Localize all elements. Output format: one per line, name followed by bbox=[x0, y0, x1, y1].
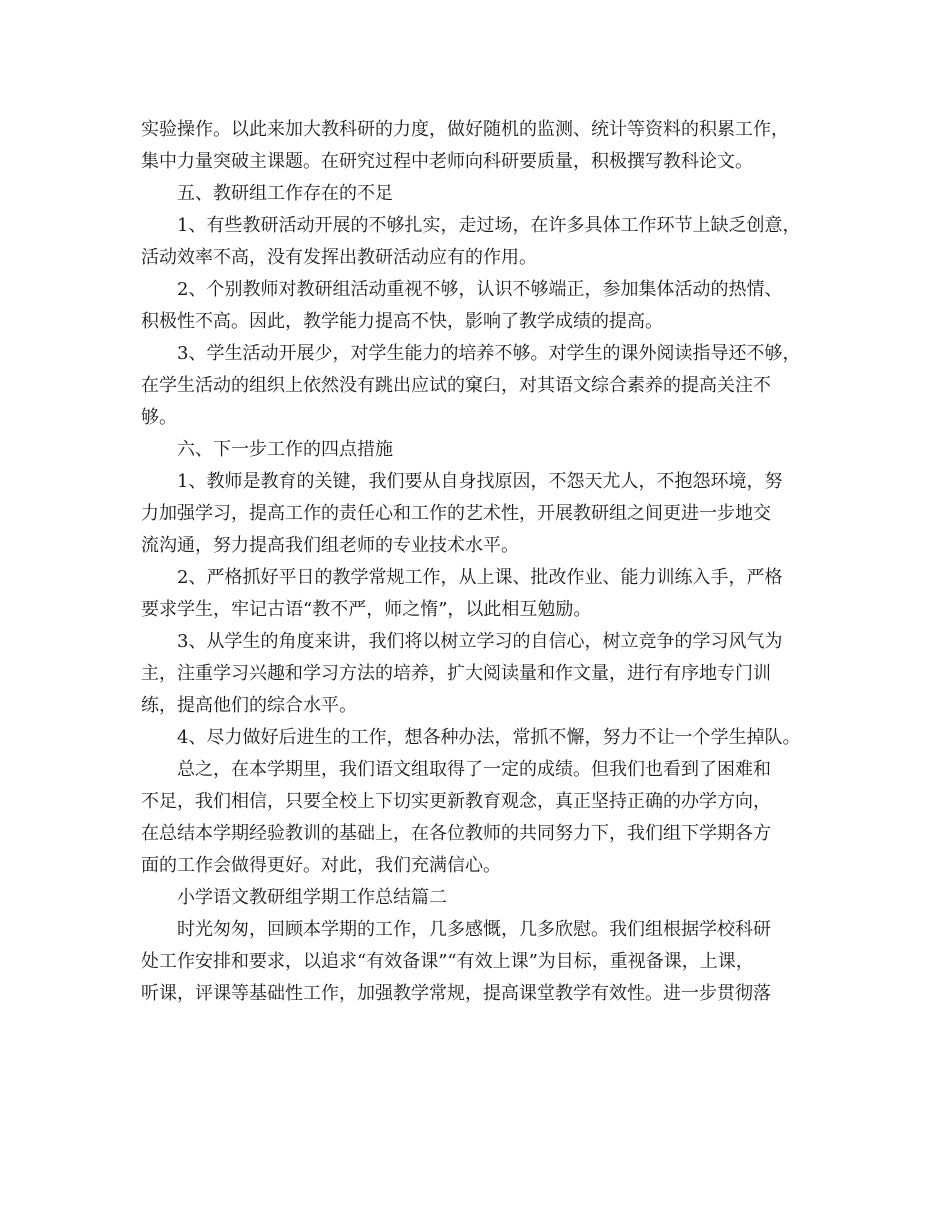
text-line: 集中力量突破主课题。在研究过程中老师向科研要质量，积极撰写教科论文。 bbox=[141, 151, 753, 172]
text-line: 听课，评课等基础性工作，加强教学常规，提高课堂教学有效性。进一步贯彻落 bbox=[141, 983, 771, 1004]
text-line: 在学生活动的组织上依然没有跳出应试的窠臼，对其语文综合素养的提高关注不 bbox=[141, 375, 771, 396]
text-line: 主，注重学习兴趣和学习方法的培养，扩大阅读量和作文量，进行有序地专门训 bbox=[141, 663, 771, 684]
text-line: 3、学生活动开展少，对学生能力的培养不够。对学生的课外阅读指导还不够， bbox=[177, 343, 801, 364]
text-line: 2、个别教师对教研组活动重视不够，认识不够端正，参加集体活动的热情、 bbox=[177, 279, 783, 300]
text-line: 流沟通，努力提高我们组老师的专业技术水平。 bbox=[141, 535, 519, 556]
text-line: 总之，在本学期里，我们语文组取得了一定的成绩。但我们也看到了困难和 bbox=[177, 759, 771, 780]
text-line: 时光匆匆，回顾本学期的工作，几多感慨，几多欣慰。我们组根据学校科研 bbox=[177, 919, 771, 940]
text-line: 处工作安排和要求，以追求“有效备课”“有效上课”为目标，重视备课，上课， bbox=[141, 951, 754, 972]
text-line: 力加强学习，提高工作的责任心和工作的艺术性，开展教研组之间更进一步地交 bbox=[141, 503, 771, 524]
text-line: 活动效率不高，没有发挥出教研活动应有的作用。 bbox=[141, 247, 537, 268]
text-line: 2、严格抓好平日的教学常规工作，从上课、批改作业、能力训练入手，严格 bbox=[177, 567, 783, 588]
section-heading: 五、教研组工作存在的不足 bbox=[177, 183, 393, 204]
section-heading: 六、下一步工作的四点措施 bbox=[177, 439, 393, 460]
text-line: 积极性不高。因此，教学能力提高不快，影响了教学成绩的提高。 bbox=[141, 311, 663, 332]
text-line: 实验操作。以此来加大教科研的力度，做好随机的监测、统计等资料的积累工作， bbox=[141, 119, 789, 140]
document-body bbox=[141, 114, 813, 1010]
text-line: 4、尽力做好后进生的工作，想各种办法，常抓不懈，努力不让一个学生掉队。 bbox=[177, 727, 801, 748]
section-heading: 小学语文教研组学期工作总结篇二 bbox=[177, 887, 447, 908]
text-line: 在总结本学期经验教训的基础上，在各位教师的共同努力下，我们组下学期各方 bbox=[141, 823, 771, 844]
text-line: 1、教师是教育的关键，我们要从自身找原因，不怨天尤人，不抱怨环境，努 bbox=[177, 471, 783, 492]
text-line: 不足，我们相信，只要全校上下切实更新教育观念，真正坚持正确的办学方向， bbox=[141, 791, 771, 812]
text-line: 面的工作会做得更好。对此，我们充满信心。 bbox=[141, 855, 501, 876]
text-line: 练，提高他们的综合水平。 bbox=[141, 695, 357, 716]
text-line: 1、有些教研活动开展的不够扎实，走过场，在许多具体工作环节上缺乏创意， bbox=[177, 215, 801, 236]
text-line: 够。 bbox=[141, 407, 177, 428]
text-line: 要求学生，牢记古语“教不严，师之惰”，以此相互勉励。 bbox=[141, 599, 592, 620]
text-line: 3、从学生的角度来讲，我们将以树立学习的自信心，树立竞争的学习风气为 bbox=[177, 631, 783, 652]
